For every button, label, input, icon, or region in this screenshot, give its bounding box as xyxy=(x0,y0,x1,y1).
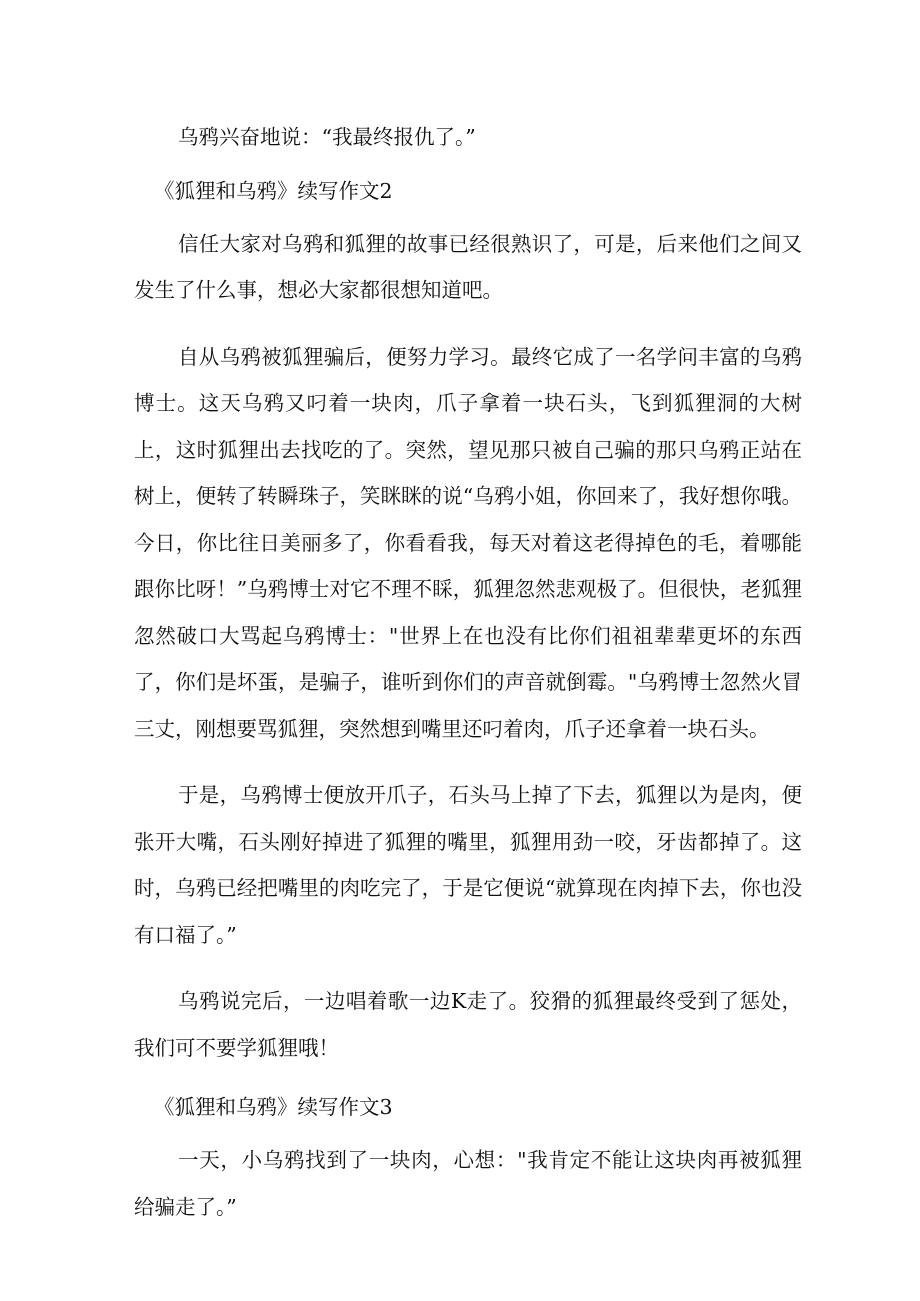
section-heading-2: 《狐狸和乌鸦》续写作文2 xyxy=(154,178,393,203)
paragraph-intro: 信任大家对乌鸦和狐狸的故事已经很熟识了，可是，后来他们之间又发生了什么事，想必大家都很想知道吧。 xyxy=(134,231,802,302)
paragraph-stone-drop: 于是，乌鸦博士便放开爪子，石头马上掉了下去，狐狸以为是肉，便张开大嘴，石头刚好掉进了狐狸的嘴里，狐狸用劲一咬，牙齿都掉了。这时，乌鸦已经把嘴里的肉吃完了，于是它便说“就算现在肉掉下去，你也没有口福了。” xyxy=(134,783,802,947)
paragraph-story-3-start: 一天，小乌鸦找到了一块肉，心想："我肯定不能让这块肉再被狐狸给骗走了。” xyxy=(134,1148,802,1219)
section-heading-3: 《狐狸和乌鸦》续写作文3 xyxy=(154,1095,393,1119)
paragraph-crow-doctor: 自从乌鸦被狐狸骗后，便努力学习。最终它成了一名学问丰富的乌鸦博士。这天乌鸦又叼着一块肉，爪子拿着一块石头，飞到狐狸洞的大树上，这时狐狸出去找吃的了。突然，望见那只被自己骗的那只乌鸦正站在树上，便转了转瞬珠子，笑眯眯的说“乌鸦小姐，你回来了，我好想你哦。今日，你比往日美丽多了，你看看我，每天对着这老得掉色的毛，着哪能跟你比呀！”乌鸦博士对它不理不睬，狐狸忽然悲观极了。但很快，老狐狸忽然破口大骂起乌鸦博士："世界上在也没有比你们祖祖辈辈更坏的东西了，你们是坏蛋，是骗子，谁听到你们的声音就倒霉。"乌鸦博士忽然火冒三丈，刚想要骂狐狸，突然想到嘴里还叼着肉，爪子还拿着一块石头。 xyxy=(134,344,802,741)
paragraph-revenge: 乌鸦兴奋地说：“我最终报仇了。” xyxy=(178,125,476,149)
paragraph-ending: 乌鸦说完后，一边唱着歌一边K走了。狡猾的狐狸最终受到了惩处，我们可不要学狐狸哦！ xyxy=(134,989,802,1060)
